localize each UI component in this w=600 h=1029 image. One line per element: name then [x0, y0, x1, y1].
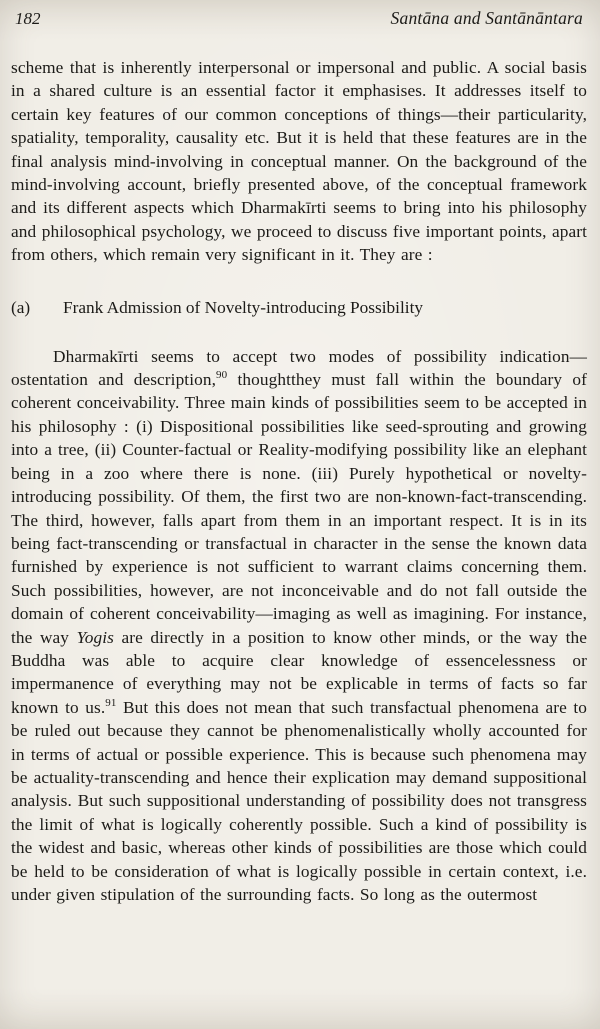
- section-title: Frank Admission of Novelty-introducing Possibility: [63, 297, 424, 317]
- section-heading: [11, 296, 587, 319]
- page-body: [11, 56, 587, 906]
- paragraph-continued: scheme that is inherently interpersonal or impersonal and public. A social basis in a shared culture is an essential factor it emphasises. It addresses itself to certain key features of our common conceptions of things—their particularity, spatiality, temporality, causality etc. But it is held that these features are in the final analysis mind-involving in conceptual manner. On the background of the mind-involving account, briefly presented above, of the conceptual framework and its different aspects which Dharmakīrti seems to bring into his philosophy and philosophical psychology, we proceed to discuss five important points, apart from others, which remain very significant in it. They are :: [11, 58, 587, 265]
- text-segment: thoughtthey must fall within the boundary of coherent conceivability. Three main kinds of possibilities seem to be accepted in his philosophy : (i) Dispositional possibilities like seed-sprouting and growing into a tree, (ii) Counter-factual or Reality-modifying possibility like an elephant being in a zoo where there is none. (iii) Purely hypothetical or novelty-introducing possibility. Of them, the first two are non-known-fact-transcending. The third, however, falls apart from them in an important respect. It is in its being fact-transcending or transfactual in character in the sense the known data furnished by experience is not sufficient to warrant claims concerning them. Such possibilities, however, are not inconceivable and do not fall outside the domain of coherent conceivability—imaging as well as imagining. For instance, the way: [11, 370, 587, 647]
- footnote-ref-91: 91: [105, 696, 117, 709]
- text-segment: Dharmakīrti seems to accept two modes of possibility indication—ostentation and description,: [11, 346, 587, 390]
- italic-term-yogis: Yogis: [76, 627, 114, 647]
- page-header: [11, 8, 587, 29]
- paragraph-main: [11, 345, 587, 907]
- text-segment: But this does not mean that such transfactual phenomena are to be ruled out because they cannot be phenomenalistically wholly accounted for in terms of actual or possible experience. This is because such phenomena may be actuality-transcending and hence their explication may demand suppositional analysis. But such suppositional understanding of possibility does not transgress the limit of what is logically coherently possible. Such a kind of possibility is the widest and basic, whereas other kinds of possibilities are those which could be held to be consideration of what is logically possible in certain context, i.e. under given stipulation of the surrounding facts. So long as the outermost: [11, 697, 588, 904]
- text-segment: are directly in a position to know other minds, or the way the Buddha was able to acquire clear knowledge of essencelessness or impermanence of everything may not be explicable in terms of facts so far known to us.: [11, 627, 587, 717]
- page-number: 182: [15, 9, 41, 28]
- section-label: (a): [11, 297, 31, 317]
- book-title: Santāna and Santānāntara: [390, 8, 583, 28]
- footnote-ref-90: 90: [216, 369, 228, 382]
